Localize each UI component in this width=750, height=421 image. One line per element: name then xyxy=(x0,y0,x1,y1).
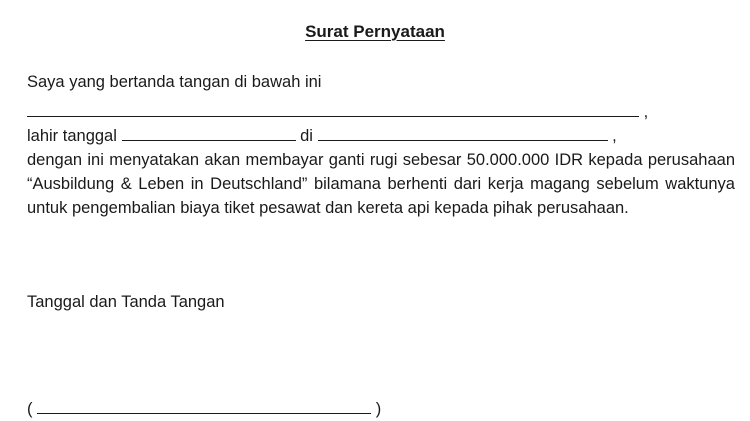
signature-blank-field[interactable] xyxy=(37,396,371,414)
intro-line xyxy=(27,70,321,94)
name-line xyxy=(27,99,648,124)
birth-date-label: lahir tanggal xyxy=(27,127,117,145)
birth-place-blank-field[interactable] xyxy=(318,123,608,141)
birth-place-label: di xyxy=(300,127,313,145)
document-title-text: Surat Pernyataan xyxy=(305,22,445,41)
birth-line xyxy=(27,123,617,148)
name-line-comma: , xyxy=(639,103,649,121)
signature-line xyxy=(27,396,381,421)
signature-open-paren: ( xyxy=(27,400,33,418)
birth-date-blank-field[interactable] xyxy=(122,123,296,141)
birth-line-comma: , xyxy=(607,127,617,145)
intro-text: Saya yang bertanda tangan di bawah ini xyxy=(27,73,322,91)
date-signature-line xyxy=(27,290,225,314)
date-signature-label: Tanggal dan Tanda Tangan xyxy=(27,293,225,311)
document-title xyxy=(0,21,750,43)
name-blank-field[interactable] xyxy=(27,99,639,117)
signature-close-paren: ) xyxy=(375,400,382,418)
statement-paragraph: dengan ini menyatakan akan membayar ganti rugi sebesar 50.000.000 IDR kepada perusahaan “Ausbildung & Leben in Deutschland” bilamana berhenti dari kerja magang sebelum waktunya untuk pengembalian biaya tiket pesawat dan kereta api kepada pihak perusahaan. xyxy=(27,151,735,217)
